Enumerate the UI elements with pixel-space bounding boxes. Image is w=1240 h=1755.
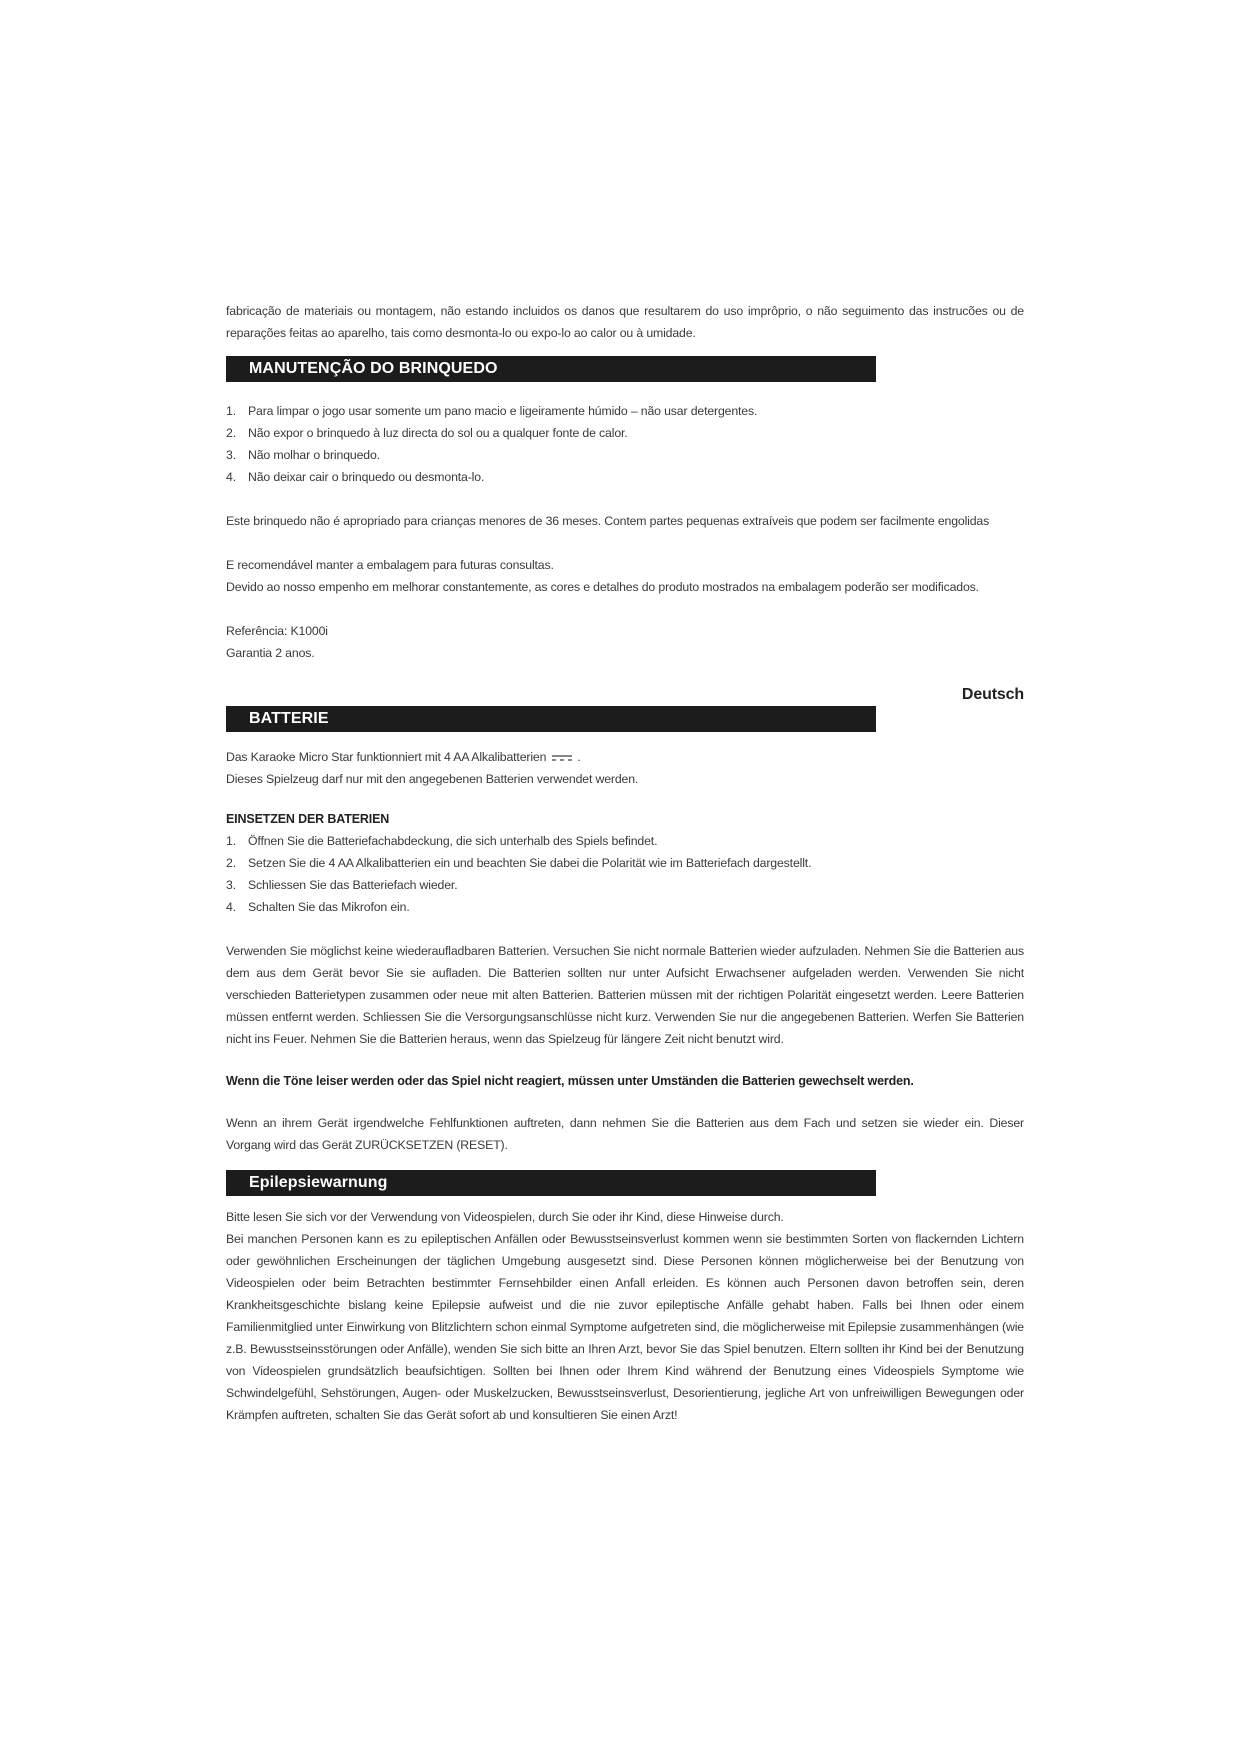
epilepsy-heading: Epilepsiewarnung bbox=[226, 1170, 876, 1196]
list-item: 3. Schliessen Sie das Batteriefach wieder. bbox=[226, 878, 458, 892]
list-item: 3. Não molhar o brinquedo. bbox=[226, 448, 380, 462]
document-page bbox=[226, 300, 1024, 1426]
list-item: 1. Para limpar o jogo usar somente um pano macio e ligeiramente húmido – não usar detergentes. bbox=[226, 404, 758, 418]
insert-steps-list bbox=[226, 830, 1024, 918]
list-item: 2. Setzen Sie die 4 AA Alkalibatterien ein und beachten Sie dabei die Polarität wie im Batteriefach dargestellt. bbox=[226, 856, 812, 870]
battery-heading: BATTERIE bbox=[226, 706, 876, 732]
warranty-text: Garantia 2 anos. bbox=[226, 646, 315, 660]
battery-requirement: Das Karaoke Micro Star funktionniert mit 4 AA Alkalibatterien . bbox=[226, 750, 581, 764]
list-item: 4. Schalten Sie das Mikrofon ein. bbox=[226, 900, 410, 914]
changes-notice: Devido ao nosso empenho em melhorar constantemente, as cores e detalhes do produto mostrados na embalagem poderão ser modificados. bbox=[226, 580, 979, 594]
battery-change-note: Wenn die Töne leiser werden oder das Spiel nicht reagiert, müssen unter Umständen die Batterien gewechselt werden. bbox=[226, 1074, 914, 1088]
dc-current-icon bbox=[551, 753, 573, 763]
list-item: 2. Não expor o brinquedo à luz directa do sol ou a qualquer fonte de calor. bbox=[226, 426, 628, 440]
battery-usage-note: Dieses Spielzeug darf nur mit den angegebenen Batterien verwendet werden. bbox=[226, 772, 639, 786]
intro-paragraph: fabricação de materiais ou montagem, não estando incluidos os danos que resultarem do uso imprôprio, o não seguimento das instrucões ou de reparações feitas ao aparelho, tais como desmonta-lo ou expo-lo ao calor ou à umidade. bbox=[226, 304, 1024, 340]
epilepsy-paragraph: Bei manchen Personen kann es zu epileptischen Anfällen oder Bewusstseinsverlust kommen wenn sie bestimmten Sorten von flackernden Lichtern oder gewöhnlichen Erscheinungen der täglichen Umgebung ausgesetzt sind. Diese Personen können möglicherweise bei der Benutzung von Videospielen oder beim Betrachten bestimmter Fernsehbilder einen Anfall erleiden. Es können auch Personen davon betroffen sein, deren Krankheitsgeschichte bislang keine Epilepsie aufweist und die nie zuvor epileptische Anfälle gehabt haben. Falls bei Ihnen oder einem Familienmitglied unter Einwirkung von Blitzlichtern schon einmal Symptome aufgetreten sind, die möglicherweise mit Epilepsie zusammenhängen (wie z.B. Bewusstseinsstörungen oder Anfälle), wenden Sie sich bitte an Ihren Arzt, bevor Sie das Spiel benutzen. Eltern sollten ihr Kind bei der Benutzung von Videospielen grundsätzlich beaufsichtigen. Sollten bei Ihnen oder Ihrem Kind während der Benutzung eines Videospiels Symptome wie Schwindelgefühl, Sehstörungen, Augen- oder Muskelzucken, Bewusstseinsverlust, Desorientierung, jegliche Art von unfreiwilligen Bewegungen oder Krämpfen auftreten, schalten Sie das Gerät sofort ab und konsultieren Sie einen Arzt! bbox=[226, 1232, 1024, 1422]
list-item: 4. Não deixar cair o brinquedo ou desmonta-lo. bbox=[226, 470, 485, 484]
reset-paragraph: Wenn an ihrem Gerät irgendwelche Fehlfunktionen auftreten, dann nehmen Sie die Batterien aus dem Fach und setzen sie wieder ein. Dieser Vorgang wird das Gerät ZURÜCKSETZEN (RESET). bbox=[226, 1116, 1024, 1152]
epilepsy-intro: Bitte lesen Sie sich vor der Verwendung von Videospielen, durch Sie oder ihr Kind, diese Hinweise durch. bbox=[226, 1210, 784, 1224]
age-warning: Este brinquedo não é apropriado para crianças menores de 36 meses. Contem partes pequenas extraíveis que podem ser facilmente engolidas bbox=[226, 514, 990, 528]
language-label: Deutsch bbox=[961, 686, 1024, 703]
product-reference: Referência: K1000i bbox=[226, 624, 328, 638]
battery-safety-paragraph: Verwenden Sie möglichst keine wiederaufladbaren Batterien. Versuchen Sie nicht normale Batterien wieder aufzuladen. Nehmen Sie die Batterien aus dem aus dem Gerät bevor Sie sie aufladen. Die Batterien sollten nur unter Aufsicht Erwachsener aufgeladen werden. Verwenden Sie nicht verschieden Batterietypen zusammen oder neue mit alten Batterien. Batterien müssen mit der richtigen Polarität eingesetzt werden. Leere Batterien müssen entfernt werden. Schliessen Sie die Versorgungsanschlüsse nicht kurz. Verwenden Sie nur die angegebenen Batterien. Werfen Sie Batterien nicht ins Feuer. Nehmen Sie die Batterien heraus, wenn das Spielzeug für längere Zeit nicht benutzt wird. bbox=[226, 944, 1024, 1046]
keep-packaging-note: E recomendável manter a embalagem para futuras consultas. bbox=[226, 558, 554, 572]
maintenance-heading: MANUTENÇÃO DO BRINQUEDO bbox=[226, 356, 876, 382]
maintenance-list bbox=[226, 400, 1024, 488]
list-item: 1. Öffnen Sie die Batteriefachabdeckung, die sich unterhalb des Spiels befindet. bbox=[226, 834, 658, 848]
insert-batteries-heading: EINSETZEN DER BATERIEN bbox=[226, 812, 390, 826]
